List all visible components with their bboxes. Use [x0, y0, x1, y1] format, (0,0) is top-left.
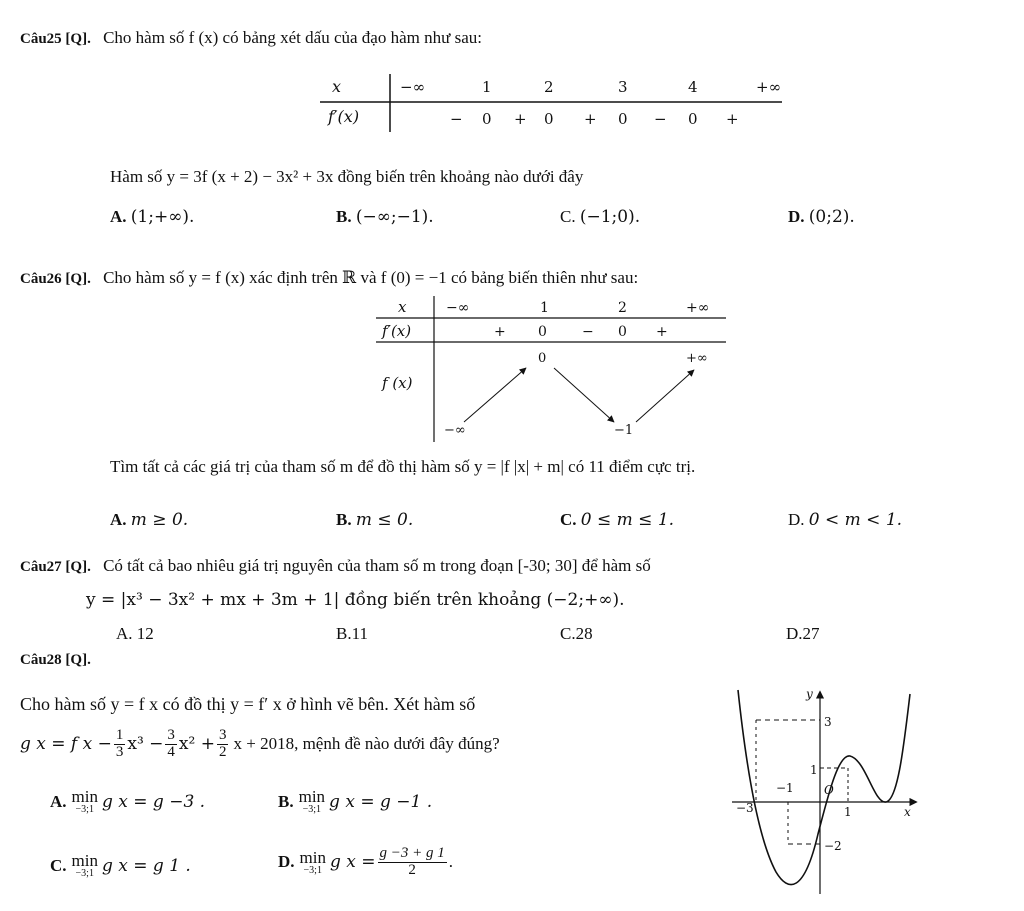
q25-sign-4: + [584, 110, 597, 128]
q26-option-a[interactable]: A. m ≥ 0. [110, 510, 189, 530]
q25-option-b-text: (−∞;−1). [355, 207, 434, 227]
q25-question: Hàm số y = 3f (x + 2) − 3x² + 3x đồng biến trên khoảng nào dưới đây [110, 167, 584, 186]
graph-x-label: x [904, 805, 911, 819]
q25-option-d[interactable]: D. (0;2). [788, 207, 855, 227]
q25-block [20, 28, 482, 48]
q28-option-c-text: g x = g 1 . [101, 855, 191, 876]
q27-intro: Có tất cả bao nhiêu giá trị nguyên của tham số m trong đoạn [-30; 30] để hàm số [103, 556, 651, 575]
graph-label-m1: −1 [776, 781, 794, 795]
q25-option-c[interactable]: C. (−1;0). [560, 207, 641, 227]
q28-frac3: $\frac{3}{2}$ [218, 727, 227, 760]
q28-label: Câu28 [Q]. [20, 652, 91, 668]
q25-option-c-text: (−1;0). [579, 207, 641, 227]
q27-block [20, 556, 651, 576]
q28-min-c: min −3;1 [71, 851, 98, 879]
q27-option-a[interactable]: A. 12 [116, 624, 154, 643]
q27-option-d[interactable]: D.27 [786, 624, 820, 643]
q26-option-c[interactable]: C. 0 ≤ m ≤ 1. [560, 510, 675, 530]
q28-frac2: $\frac{3}{4}$ [167, 727, 175, 760]
q25-x-4: 4 [688, 78, 698, 96]
q27-line2: y = |x³ − 3x² + mx + 3m + 1| đồng biến trên khoảng (−2;+∞). [86, 590, 625, 610]
q25-sign-5: 0 [618, 110, 628, 128]
q25-intro: Cho hàm số f (x) có bảng xét dấu của đạo hàm như sau: [103, 28, 482, 47]
q28-g-mid1: x³ − [127, 734, 164, 755]
q26-f-2: −∞ [444, 423, 466, 438]
q25-x-5: +∞ [756, 78, 782, 96]
q26-x-0: −∞ [446, 300, 470, 316]
q26-option-a-text: m ≥ 0. [130, 510, 189, 530]
q26-arrow-up-2 [636, 370, 694, 422]
q26-block [20, 268, 638, 288]
q26-f-head: f (x) [382, 374, 413, 392]
graph-label-m2: −2 [824, 839, 842, 853]
q27-option-c[interactable]: C.28 [560, 624, 593, 643]
q25-label: Câu25 [Q]. [20, 31, 91, 47]
q25-x-head: x [332, 77, 342, 96]
q25-fprime-head: f′(x) [328, 107, 360, 126]
q25-option-d-text: (0;2). [808, 207, 855, 227]
q25-sign-3: 0 [544, 110, 554, 128]
q28-min-b: min −3;1 [298, 787, 326, 815]
q25-x-2: 2 [544, 78, 554, 96]
q25-sign-2: + [514, 110, 527, 128]
q26-x-head: x [398, 298, 407, 316]
graph-label-m3: −3 [736, 801, 754, 815]
q28-option-d-frac: $\frac{g -3 + g 1}{2}$ [379, 845, 445, 878]
q28-line1: Cho hàm số y = f x có đồ thị y = f′ x ở hình vẽ bên. Xét hàm số [20, 694, 476, 714]
q28-min-a: min −3;1 [71, 787, 98, 815]
graph-y-label: y [806, 687, 813, 701]
q25-x-1: 1 [482, 78, 492, 96]
q26-sign-3: 0 [618, 324, 627, 340]
q28-g-definition [20, 728, 500, 761]
q25-sign-1: 0 [482, 110, 492, 128]
q28-derivative-graph [726, 684, 926, 898]
q26-sign-2: − [582, 324, 594, 340]
graph-label-origin: O [824, 783, 834, 797]
q26-sign-4: + [656, 324, 668, 340]
q25-option-a-text: (1;+∞). [130, 207, 195, 227]
q28-option-c[interactable]: C. min −3;1 g x = g 1 . [50, 851, 191, 879]
q28-frac1: $\frac{1}{3}$ [115, 727, 124, 760]
q26-label: Câu26 [Q]. [20, 271, 91, 287]
q26-intro: Cho hàm số y = f (x) xác định trên ℝ và f (0) = −1 có bảng biến thiên như sau: [103, 268, 639, 287]
q26-option-d-text: 0 < m < 1. [808, 510, 903, 530]
q26-variation-table [376, 296, 728, 444]
q25-option-a[interactable]: A. (1;+∞). [110, 207, 195, 227]
q26-arrow-up-1 [464, 368, 526, 422]
q26-fprime-head: f′(x) [382, 322, 412, 340]
q26-arrow-down [554, 368, 614, 422]
q25-x-3: 3 [618, 78, 628, 96]
q26-option-d[interactable]: D. 0 < m < 1. [788, 510, 903, 530]
q26-option-c-text: 0 ≤ m ≤ 1. [580, 510, 675, 530]
q28-min-d: min −3;1 [299, 847, 326, 876]
graph-label-1x: 1 [844, 805, 852, 819]
q25-sign-table [320, 70, 790, 132]
graph-label-1y: 1 [810, 763, 818, 777]
q26-option-b-text: m ≤ 0. [355, 510, 414, 530]
q25-sign-0: − [450, 110, 463, 128]
q26-x-1: 1 [540, 300, 549, 316]
q26-f-3: −1 [614, 423, 634, 438]
q28-g-mid2: x² + [178, 734, 215, 755]
q25-sign-7: 0 [688, 110, 698, 128]
q25-sign-8: + [726, 110, 739, 128]
q25-option-b[interactable]: B. (−∞;−1). [336, 207, 434, 227]
q28-g-suffix: x + 2018, mệnh đề nào dưới đây đúng? [233, 734, 500, 754]
q26-x-3: +∞ [686, 300, 710, 316]
q26-sign-1: 0 [538, 324, 547, 340]
q27-label: Câu27 [Q]. [20, 559, 91, 575]
q25-x-0: −∞ [400, 78, 426, 96]
graph-label-3: 3 [824, 715, 832, 729]
q26-sign-0: + [494, 324, 506, 340]
q28-option-d-lhs: g x = [329, 852, 376, 873]
q26-f-1: +∞ [686, 351, 708, 366]
q28-option-d[interactable]: D. min −3;1 g x = $\frac{g -3 + g 1}{2}$ . [278, 845, 454, 878]
q26-x-2: 2 [618, 300, 627, 316]
q28-option-b[interactable]: B. min −3;1 g x = g −1 . [278, 787, 433, 815]
q28-option-b-text: g x = g −1 . [329, 791, 433, 812]
q26-question: Tìm tất cả các giá trị của tham số m để đồ thị hàm số y = |f |x| + m| có 11 điểm cực trị. [110, 457, 696, 476]
q28-option-a-text: g x = g −3 . [101, 791, 206, 812]
q28-option-a[interactable]: A. min −3;1 g x = g −3 . [50, 787, 206, 815]
q26-f-0: 0 [538, 351, 547, 366]
q25-sign-6: − [654, 110, 667, 128]
q28-g-prefix: g x = f x − [20, 734, 112, 755]
q26-option-b[interactable]: B. m ≤ 0. [336, 510, 414, 530]
q27-option-b[interactable]: B.11 [336, 624, 368, 643]
